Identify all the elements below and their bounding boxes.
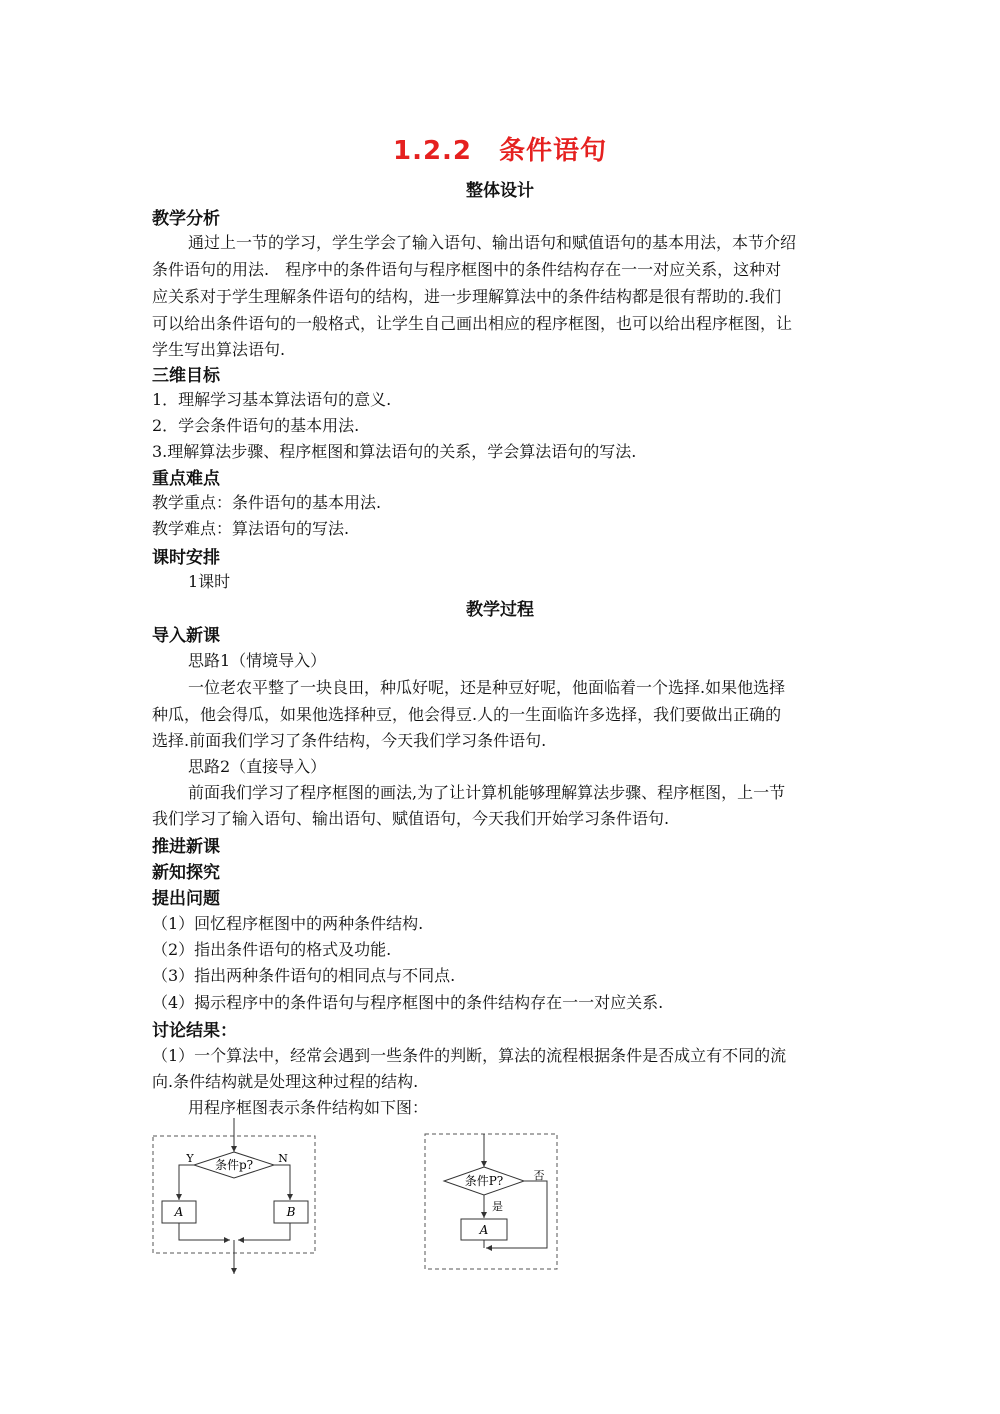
teaching-process-heading: 教学过程 [466, 600, 534, 620]
analysis-line: 条件语句的用法. 程序中的条件语句与程序框图中的条件结构存在一一对应关系，这种对 [152, 260, 782, 279]
question-item: （3）指出两种条件语句的相同点与不同点. [152, 966, 456, 985]
discussion-line: 向.条件结构就是处理这种过程的结构. [152, 1072, 419, 1091]
goal-item: 3.理解算法步骤、程序框图和算法语句的关系，学会算法语句的写法. [152, 442, 637, 461]
idea2-title: 思路2（直接导入） [188, 757, 327, 776]
explore-heading: 新知探究 [152, 863, 220, 883]
questions-heading: 提出问题 [152, 889, 220, 909]
box-a-label: A [479, 1223, 489, 1237]
idea1-title: 思路1（情境导入） [188, 651, 327, 670]
idea1-line: 种瓜，他会得瓜，如果他选择种豆，他会得豆.人的一生面临许多选择，我们要做出正确的 [152, 705, 782, 724]
question-item: （1）回忆程序框图中的两种条件结构. [152, 914, 424, 933]
no-label: 否 [533, 1169, 545, 1182]
intro-heading: 导入新课 [152, 626, 220, 646]
key-points-heading: 重点难点 [152, 469, 220, 489]
schedule-text: 1课时 [188, 572, 231, 591]
goal-item: 1．理解学习基本算法语句的意义. [152, 390, 392, 409]
no-label: N [278, 1152, 288, 1165]
advance-heading: 推进新课 [152, 837, 220, 857]
key-point-item: 教学难点：算法语句的写法. [152, 519, 350, 538]
figure-intro: 用程序框图表示条件结构如下图： [188, 1098, 429, 1117]
idea1-line: 选择.前面我们学习了条件结构，今天我们学习条件语句. [152, 731, 547, 750]
page-title: 1.2.2 条件语句 [392, 136, 608, 166]
analysis-line: 可以给出条件语句的一般格式，让学生自己画出相应的程序框图，也可以给出程序框图，让 [152, 314, 793, 333]
key-point-item: 教学重点：条件语句的基本用法. [152, 493, 382, 512]
teaching-analysis-heading: 教学分析 [152, 209, 220, 229]
discussion-line: （1）一个算法中，经常会遇到一些条件的判断，算法的流程根据条件是否成立有不同的流 [152, 1046, 787, 1065]
condition-label: 条件P? [464, 1174, 504, 1188]
analysis-line: 学生写出算法语句. [152, 340, 286, 359]
idea2-line: 前面我们学习了程序框图的画法,为了让计算机能够理解算法步骤、程序框图，上一节 [188, 783, 786, 802]
discussion-heading: 讨论结果： [152, 1021, 237, 1041]
question-item: （4）揭示程序中的条件语句与程序框图中的条件结构存在一一对应关系. [152, 993, 664, 1012]
box-a-label: A [174, 1205, 184, 1219]
three-goals-heading: 三维目标 [152, 366, 220, 386]
overall-design-heading: 整体设计 [466, 181, 534, 201]
question-item: （2）指出条件语句的格式及功能. [152, 940, 392, 959]
yes-label: Y [186, 1152, 194, 1165]
box-b-label: B [286, 1205, 296, 1219]
yes-label: 是 [492, 1200, 503, 1213]
analysis-line: 通过上一节的学习，学生学会了输入语句、输出语句和赋值语句的基本用法，本节介绍 [188, 233, 797, 252]
condition-label: 条件p? [214, 1158, 254, 1172]
flowchart-if-then [420, 1130, 560, 1272]
analysis-line: 应关系对于学生理解条件语句的结构，进一步理解算法中的条件结构都是很有帮助的.我们 [152, 287, 782, 306]
dashed-frame [425, 1134, 557, 1269]
goal-item: 2．学会条件语句的基本用法. [152, 416, 360, 435]
flowchart-if-else [150, 1118, 320, 1278]
idea2-line: 我们学习了输入语句、输出语句、赋值语句，今天我们开始学习条件语句. [152, 809, 670, 828]
schedule-heading: 课时安排 [152, 548, 220, 568]
idea1-line: 一位老农平整了一块良田，种瓜好呢，还是种豆好呢，他面临着一个选择.如果他选择 [188, 678, 786, 697]
